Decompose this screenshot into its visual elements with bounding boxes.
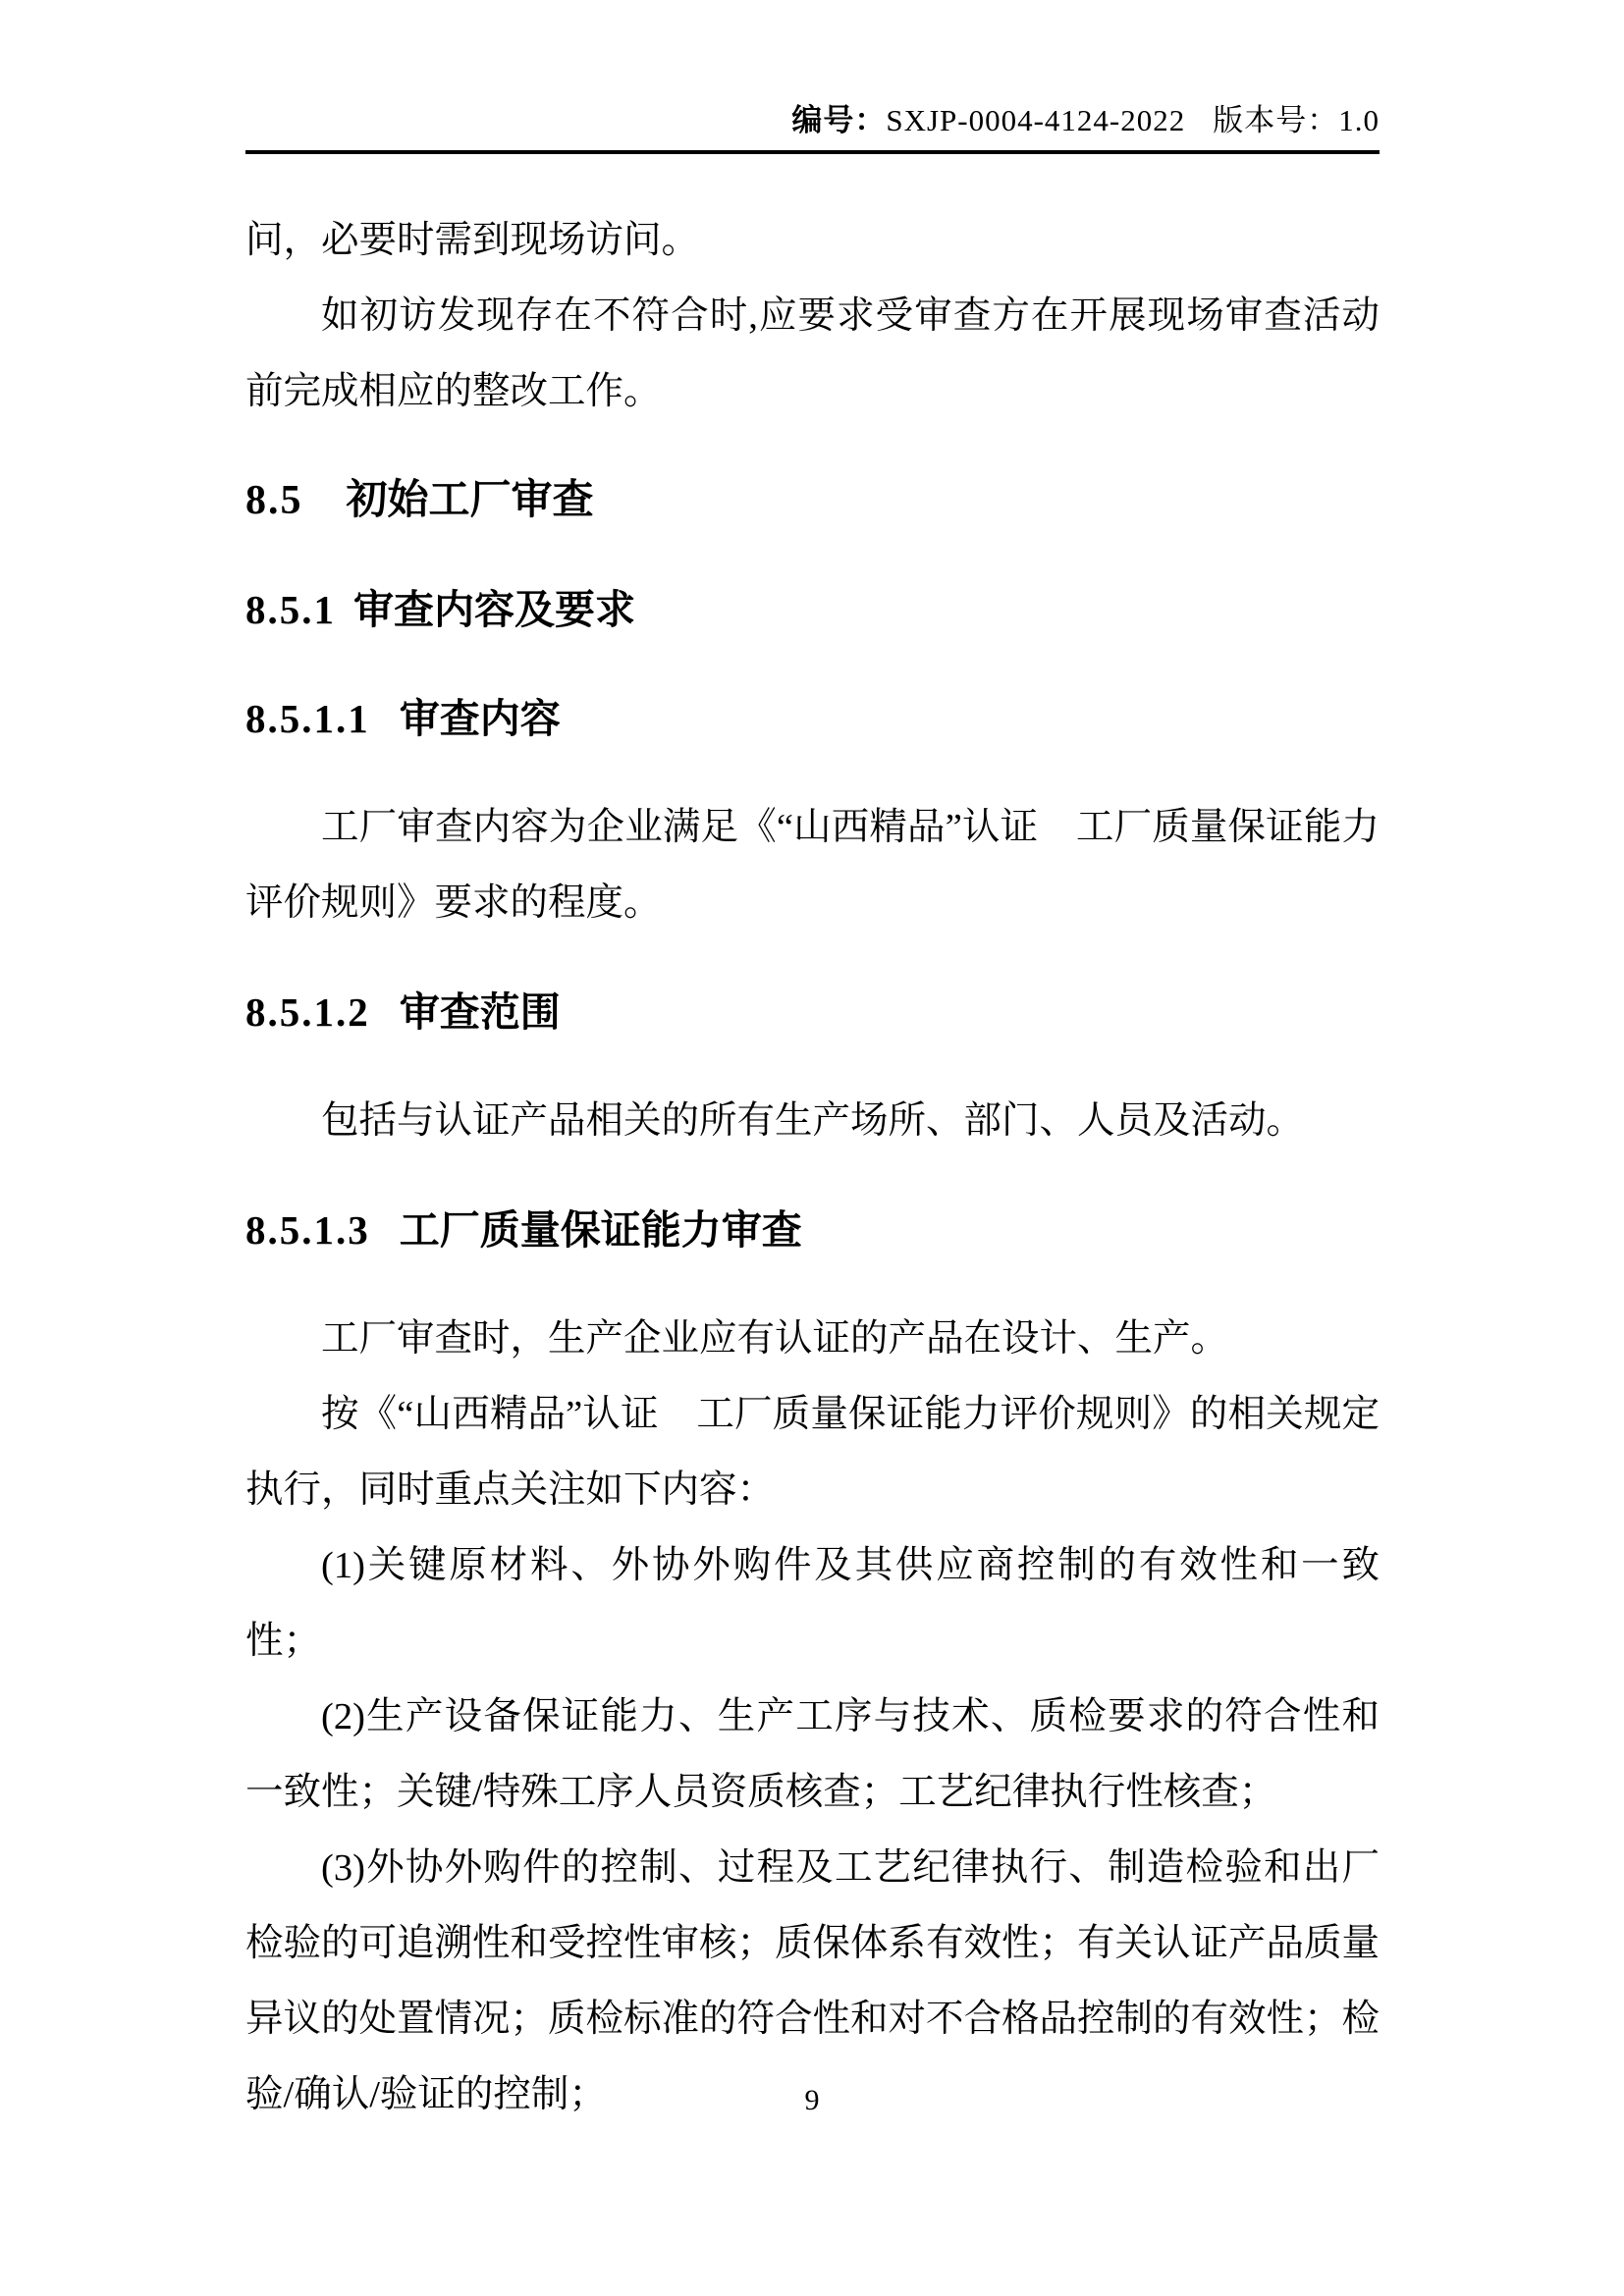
heading-8-5 bbox=[245, 463, 1380, 539]
paragraph-item-3: (3)外协外购件的控制、过程及工艺纪律执行、制造检验和出厂检验的可追溯性和受控性审核；质保体系有效性；有关认证产品质量异议的处置情况；质检标准的符合性和对不合格品控制的有效性；检验/确认/验证的控制； bbox=[245, 1846, 1380, 2115]
heading-number: 8.5 bbox=[245, 477, 303, 523]
paragraph-item-1: (1)关键原材料、外协外购件及其供应商控制的有效性和一致性； bbox=[245, 1544, 1380, 1662]
paragraph-factory-audit: 工厂审查时，生产企业应有认证的产品在设计、生产。 bbox=[321, 1317, 1229, 1360]
heading-title: 审查内容 bbox=[399, 695, 561, 741]
heading-8-5-1-1 bbox=[245, 681, 1380, 757]
heading-title: 审查内容及要求 bbox=[353, 586, 635, 632]
doc-number-value: SXJP-0004-4124-2022 bbox=[886, 103, 1186, 137]
doc-number-label: 编号： bbox=[791, 103, 887, 137]
heading-number: 8.5.1 bbox=[245, 586, 336, 632]
version-label: 版本号： bbox=[1213, 103, 1339, 137]
paragraph-per-rules: 按《“山西精品”认证 工厂质量保证能力评价规则》的相关规定执行，同时重点关注如下内容： bbox=[245, 1393, 1380, 1511]
heading-number: 8.5.1.2 bbox=[245, 988, 370, 1035]
paragraph-audit-scope: 包括与认证产品相关的所有生产场所、部门、人员及活动。 bbox=[321, 1099, 1305, 1142]
heading-number: 8.5.1.1 bbox=[245, 695, 370, 741]
document-header bbox=[245, 102, 1380, 140]
page-content bbox=[245, 0, 1380, 2133]
page-number: 9 bbox=[804, 2084, 820, 2116]
heading-8-5-1-2 bbox=[245, 975, 1380, 1050]
heading-8-5-1-3 bbox=[245, 1193, 1380, 1268]
paragraph-item-2: (2)生产设备保证能力、生产工序与技术、质检要求的符合性和一致性；关键/特殊工序人员资质核查；工艺纪律执行性核查； bbox=[245, 1695, 1380, 1813]
document-body bbox=[245, 203, 1380, 2133]
paragraph-audit-content: 工厂审查内容为企业满足《“山西精品”认证 工厂质量保证能力评价规则》要求的程度。 bbox=[245, 806, 1380, 924]
heading-title: 初始工厂审查 bbox=[346, 477, 594, 523]
heading-number: 8.5.1.3 bbox=[245, 1206, 370, 1253]
heading-title: 工厂质量保证能力审查 bbox=[399, 1206, 802, 1253]
header-rule bbox=[245, 150, 1380, 154]
paragraph-carryover: 问，必要时需到现场访问。 bbox=[245, 219, 700, 261]
paragraph-initial-visit: 如初访发现存在不符合时,应要求受审查方在开展现场审查活动前完成相应的整改工作。 bbox=[245, 294, 1380, 412]
heading-title: 审查范围 bbox=[399, 988, 561, 1035]
heading-8-5-1 bbox=[245, 572, 1380, 648]
version-value: 1.0 bbox=[1338, 103, 1380, 137]
